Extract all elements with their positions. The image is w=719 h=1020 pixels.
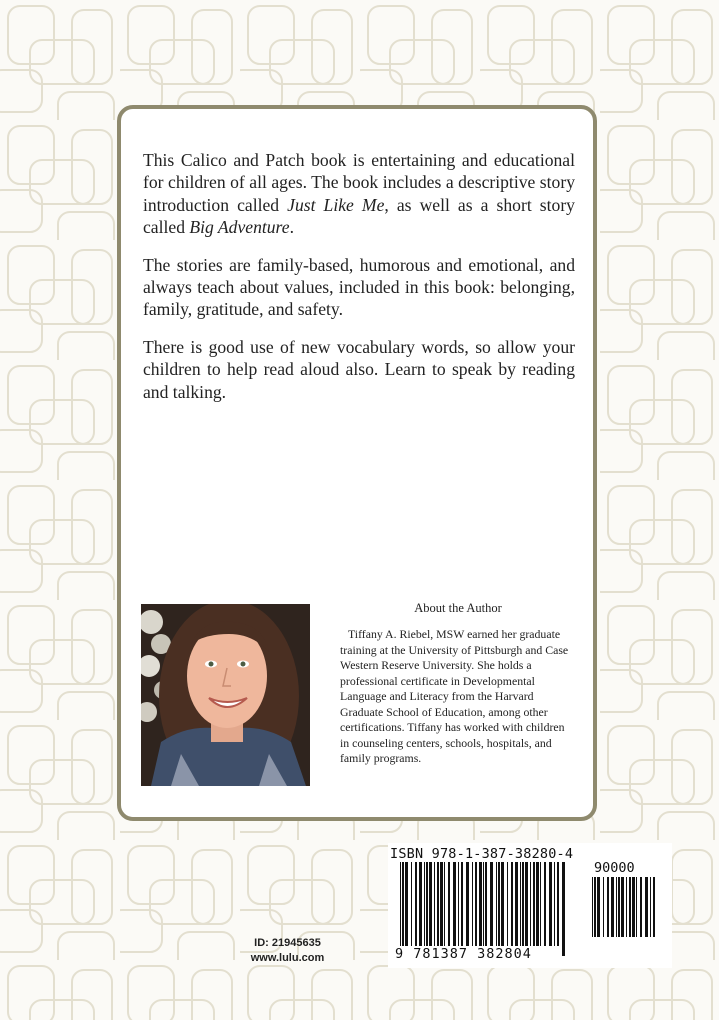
barcode-bar bbox=[603, 877, 604, 937]
barcode-bar bbox=[490, 862, 493, 946]
barcode-bar bbox=[562, 862, 565, 956]
barcode-bar bbox=[540, 862, 541, 946]
barcode-bar bbox=[458, 862, 459, 946]
author-portrait-icon bbox=[141, 604, 310, 786]
barcode-bar bbox=[511, 862, 513, 946]
barcode-bar bbox=[557, 862, 559, 946]
barcode-bar bbox=[419, 862, 422, 946]
isbn-barcode bbox=[400, 862, 568, 956]
barcode-bar bbox=[461, 862, 463, 946]
barcode-bar bbox=[448, 862, 450, 946]
barcode-bar bbox=[530, 862, 531, 946]
barcode-bar bbox=[479, 862, 482, 946]
barcode-digits: 9 781387 382804 bbox=[395, 946, 532, 962]
description-paragraph-1: This Calico and Patch book is entertaining and educational for children of all ages. The book includes a descriptive story introduction called Just Like Me, as well as a short story called Big Adventure. bbox=[143, 150, 575, 238]
barcode-bar bbox=[636, 877, 637, 937]
publisher-info bbox=[230, 936, 345, 966]
barcode-bar bbox=[426, 862, 428, 946]
barcode-bar bbox=[645, 877, 648, 937]
barcode-bar bbox=[653, 877, 655, 937]
title-just-like-me: Just Like Me bbox=[287, 194, 385, 215]
barcode-bar bbox=[440, 862, 443, 946]
barcode-bar bbox=[597, 877, 600, 937]
barcode-bar bbox=[501, 862, 504, 946]
barcode-bar bbox=[515, 862, 518, 946]
barcode-bar bbox=[554, 862, 555, 946]
barcode-bar bbox=[632, 877, 635, 937]
barcode-bar bbox=[607, 877, 609, 937]
barcode-bar bbox=[429, 862, 432, 946]
barcode-bar bbox=[594, 877, 596, 937]
barcode-bar bbox=[522, 862, 524, 946]
barcode-bar bbox=[626, 877, 627, 937]
barcode-bar bbox=[525, 862, 528, 946]
barcode-bar bbox=[616, 877, 617, 937]
barcode-bar bbox=[466, 862, 469, 946]
barcode-bar bbox=[507, 862, 508, 946]
barcode-bar bbox=[437, 862, 439, 946]
isbn-text: ISBN 978-1-387-38280-4 bbox=[390, 846, 574, 862]
barcode-bar bbox=[544, 862, 546, 946]
barcode-bar bbox=[621, 877, 624, 937]
barcode-bar bbox=[498, 862, 500, 946]
addon-barcode bbox=[592, 877, 658, 947]
barcode-bar bbox=[496, 862, 497, 946]
barcode-bar bbox=[475, 862, 477, 946]
barcode-bar bbox=[402, 862, 404, 956]
barcode-bar bbox=[592, 877, 593, 937]
title-big-adventure: Big Adventure bbox=[189, 217, 290, 238]
barcode-bar bbox=[483, 862, 484, 956]
barcode-bar bbox=[415, 862, 417, 946]
author-photo bbox=[141, 604, 310, 786]
barcode-bar bbox=[472, 862, 473, 946]
barcode-bar bbox=[411, 862, 412, 946]
barcode-bar bbox=[650, 877, 651, 937]
barcode-bar bbox=[549, 862, 552, 946]
barcode-bar bbox=[640, 877, 642, 937]
publisher-url: www.lulu.com bbox=[250, 952, 325, 964]
book-description bbox=[143, 149, 575, 418]
barcode-bar bbox=[520, 862, 521, 946]
author-bio: Tiffany A. Riebel, MSW earned her graduate training at the University of Pittsburgh and Case Western Reserve University. She holds a professional certificate in Developmental Language and Literacy from the Harvard Graduate School of Education, among other certifications. Tiffany has worked with children in counseling centers, schools, hospitals, and family programs. bbox=[340, 627, 569, 765]
price-addon-number: 90000 bbox=[594, 860, 635, 876]
barcode-bar bbox=[536, 862, 539, 946]
barcode-bar bbox=[400, 862, 401, 956]
barcode-bar bbox=[424, 862, 425, 946]
description-paragraph-2: The stories are family-based, humorous and emotional, and always teach about values, included in this book: belonging, family, gratitude, and safety. bbox=[143, 254, 575, 320]
barcode-bar bbox=[533, 862, 535, 946]
barcode-bar bbox=[405, 862, 408, 946]
barcode-bar bbox=[444, 862, 445, 946]
barcode-bar bbox=[485, 862, 487, 956]
barcode-bar bbox=[618, 877, 620, 937]
about-author-heading: About the Author bbox=[414, 601, 502, 615]
barcode-bar bbox=[629, 877, 631, 937]
barcode-bar bbox=[434, 862, 435, 946]
barcode-bar bbox=[611, 877, 614, 937]
barcode-bar bbox=[453, 862, 456, 946]
book-id: ID: 21945635 bbox=[254, 937, 321, 949]
description-paragraph-3: There is good use of new vocabulary words, so allow your children to help read aloud also. Learn to speak by reading and talking. bbox=[143, 336, 575, 402]
